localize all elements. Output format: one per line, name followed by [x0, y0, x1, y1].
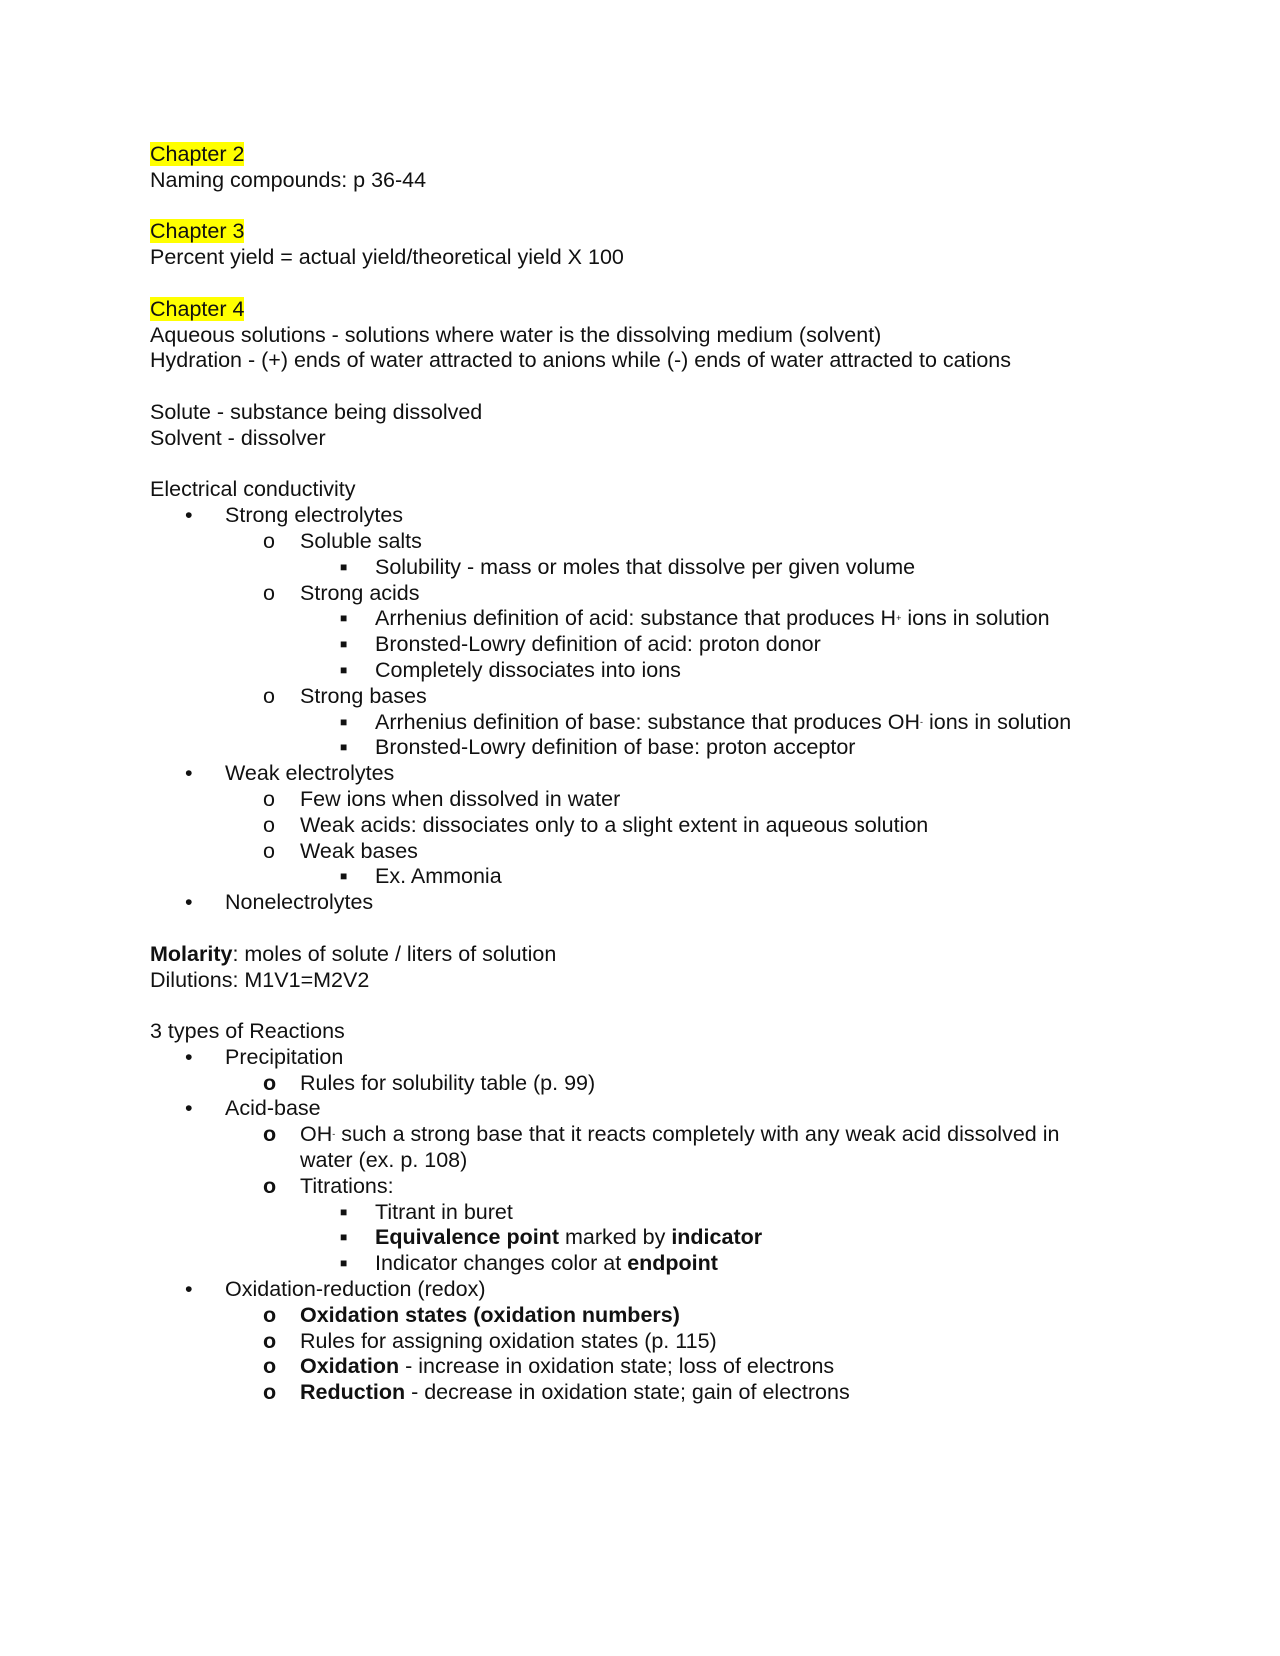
paragraph-line [150, 942, 1150, 968]
bullet-icon: • [185, 890, 193, 915]
square-bullet-icon: ■ [340, 637, 348, 652]
paragraph-line [150, 1019, 1150, 1045]
text-run: Arrhenius definition of acid: substance that produces H [375, 606, 897, 631]
bullet-icon: • [185, 1096, 193, 1121]
square-bullet-icon: ■ [340, 1230, 348, 1245]
text-run: ions in solution [923, 709, 1072, 734]
text-run: Solubility - mass or moles that dissolve per given volume [375, 554, 916, 579]
text-run: Oxidation-reduction (redox) [225, 1277, 486, 1302]
list-item [150, 1354, 1150, 1380]
text-run: ions in solution [901, 606, 1050, 631]
list-item [150, 1225, 1150, 1251]
square-bullet-icon: ■ [340, 1256, 348, 1271]
document-page [150, 142, 1150, 1406]
text-run: Strong acids [300, 580, 420, 605]
list-item [150, 890, 1150, 916]
text-run: endpoint [627, 1251, 718, 1276]
text-run: Hydration - (+) ends of water attracted to anions while (-) ends of water attracted to cations [150, 348, 1012, 373]
text-run: such a strong base that it reacts completely with any weak acid dissolved in [335, 1122, 1060, 1147]
list-item [150, 632, 1150, 658]
blank-line [150, 993, 1150, 1019]
list-item [150, 787, 1150, 813]
circle-bullet-icon: o [263, 1328, 277, 1353]
blank-line [150, 271, 1150, 297]
text-run: Nonelectrolytes [225, 890, 374, 915]
text-run: Molarity [150, 941, 233, 966]
list-item [150, 761, 1150, 787]
text-run: Reduction [300, 1380, 406, 1405]
text-run: Dilutions: M1V1=M2V2 [150, 967, 370, 992]
text-run: Titrant in buret [375, 1199, 513, 1224]
list-item [150, 606, 1150, 632]
superscript: - [920, 716, 923, 727]
list-item [150, 1045, 1150, 1071]
list-item [150, 735, 1150, 761]
paragraph-line [150, 142, 1150, 168]
blank-line [150, 452, 1150, 478]
list-item [150, 1148, 1150, 1174]
chapter-heading: Chapter 4 [150, 296, 245, 321]
text-run: Aqueous solutions - solutions where water is the dissolving medium (solvent) [150, 322, 882, 347]
text-run: Bronsted-Lowry definition of acid: proton donor [375, 632, 821, 657]
text-run: Strong electrolytes [225, 503, 404, 528]
list-item [150, 1251, 1150, 1277]
blank-line [150, 194, 1150, 220]
circle-bullet-icon: o [263, 580, 275, 605]
paragraph-line [150, 477, 1150, 503]
text-run: Electrical conductivity [150, 477, 356, 502]
square-bullet-icon: ■ [340, 869, 348, 884]
circle-bullet-icon: o [263, 1173, 277, 1198]
text-run: - increase in oxidation state; loss of electrons [399, 1354, 835, 1379]
bullet-icon: • [185, 503, 193, 528]
list-item [150, 684, 1150, 710]
list-item [150, 555, 1150, 581]
chapter-heading: Chapter 2 [150, 142, 245, 166]
text-run: Ex. Ammonia [375, 864, 502, 889]
circle-bullet-icon: o [263, 786, 275, 811]
paragraph-line [150, 348, 1150, 374]
text-run: Oxidation states (oxidation numbers) [300, 1302, 680, 1327]
text-run: Completely dissociates into ions [375, 657, 681, 682]
paragraph-line [150, 968, 1150, 994]
list-item [150, 658, 1150, 684]
text-run: Naming compounds: p 36-44 [150, 167, 427, 192]
text-run: Arrhenius definition of base: substance that produces OH [375, 709, 920, 734]
circle-bullet-icon: o [263, 1380, 277, 1405]
circle-bullet-icon: o [263, 1354, 277, 1379]
text-run: water (ex. p. 108) [300, 1148, 468, 1173]
superscript: - [332, 1129, 336, 1140]
text-run: Solute - substance being dissolved [150, 399, 483, 424]
text-run: Rules for assigning oxidation states (p. 115) [300, 1328, 717, 1353]
circle-bullet-icon: o [263, 528, 275, 553]
paragraph-line [150, 426, 1150, 452]
chapter-heading: Chapter 3 [150, 219, 245, 244]
list-item [150, 1380, 1150, 1406]
list-item [150, 1277, 1150, 1303]
text-run: marked by [558, 1225, 672, 1250]
text-run: Titrations: [300, 1173, 394, 1198]
list-item [150, 1174, 1150, 1200]
bullet-icon: • [185, 1277, 193, 1302]
text-run: Weak acids: dissociates only to a slight extent in aqueous solution [300, 812, 929, 837]
text-run: Rules for solubility table (p. 99) [300, 1070, 596, 1095]
text-run: Weak electrolytes [225, 761, 395, 786]
list-item [150, 1303, 1150, 1329]
square-bullet-icon: ■ [340, 1204, 348, 1219]
square-bullet-icon: ■ [340, 559, 348, 574]
text-run: Percent yield = actual yield/theoretical yield X 100 [150, 245, 624, 270]
text-run: indicator [671, 1225, 763, 1250]
text-run: - decrease in oxidation state; gain of electrons [405, 1380, 850, 1405]
text-run: Oxidation [300, 1354, 400, 1379]
list-item [150, 864, 1150, 890]
text-run: Indicator changes color at [375, 1251, 628, 1276]
text-run: Weak bases [300, 838, 418, 863]
list-item [150, 1122, 1150, 1148]
blank-line [150, 374, 1150, 400]
text-run: Strong bases [300, 683, 427, 708]
square-bullet-icon: ■ [340, 611, 348, 626]
circle-bullet-icon: o [263, 683, 275, 708]
list-item [150, 813, 1150, 839]
list-item [150, 1200, 1150, 1226]
list-item [150, 581, 1150, 607]
text-run: Bronsted-Lowry definition of base: proton acceptor [375, 735, 856, 760]
superscript: + [896, 613, 902, 624]
paragraph-line [150, 297, 1150, 323]
paragraph-line [150, 219, 1150, 245]
text-run: : moles of solute / liters of solution [232, 941, 557, 966]
text-run: Equivalence point [375, 1225, 559, 1250]
list-item [150, 839, 1150, 865]
list-item [150, 503, 1150, 529]
paragraph-line [150, 245, 1150, 271]
square-bullet-icon: ■ [340, 714, 348, 729]
list-item [150, 529, 1150, 555]
circle-bullet-icon: o [263, 1122, 277, 1147]
circle-bullet-icon: o [263, 1070, 277, 1095]
paragraph-line [150, 400, 1150, 426]
text-run: OH [300, 1122, 333, 1147]
text-run: Precipitation [225, 1044, 344, 1069]
paragraph-line [150, 168, 1150, 194]
blank-line [150, 916, 1150, 942]
text-run: Soluble salts [300, 528, 422, 553]
square-bullet-icon: ■ [340, 740, 348, 755]
list-item [150, 710, 1150, 736]
text-run: Solvent - dissolver [150, 425, 326, 450]
list-item [150, 1329, 1150, 1355]
list-item [150, 1096, 1150, 1122]
list-item [150, 1071, 1150, 1097]
text-run: Few ions when dissolved in water [300, 786, 621, 811]
paragraph-line [150, 323, 1150, 349]
text-run: 3 types of Reactions [150, 1019, 345, 1044]
circle-bullet-icon: o [263, 838, 275, 863]
square-bullet-icon: ■ [340, 662, 348, 677]
circle-bullet-icon: o [263, 812, 275, 837]
bullet-icon: • [185, 761, 193, 786]
circle-bullet-icon: o [263, 1302, 277, 1327]
text-run: Acid-base [225, 1096, 321, 1121]
bullet-icon: • [185, 1044, 193, 1069]
